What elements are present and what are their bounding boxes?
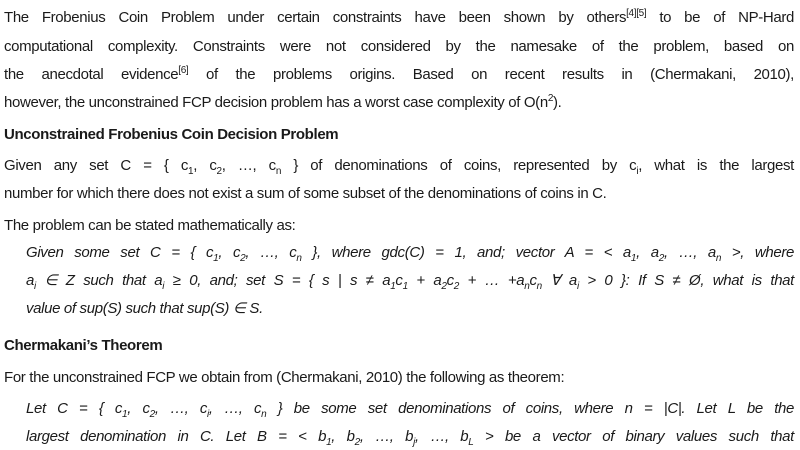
subscript: i: [636, 166, 639, 177]
text-span: ≥ 0, and; set S = { s | s ≠ a: [164, 272, 391, 289]
text-span: largest denomination in C. Let B = < b: [26, 428, 327, 445]
text-line: [26, 271, 794, 291]
text-span: Chermakani’s Theorem: [4, 337, 163, 354]
text-span: the anecdotal evidence: [4, 66, 179, 83]
subscript: 1: [188, 166, 194, 177]
subscript: 1: [213, 253, 219, 264]
text-span: c: [446, 272, 454, 289]
text-span: , c: [193, 157, 217, 174]
subscript: 1: [390, 281, 396, 292]
subscript: n: [296, 253, 302, 264]
text-line: [26, 299, 794, 319]
subscript: 2: [354, 437, 360, 448]
subscript: i: [162, 281, 165, 292]
text-span: } be some set denominations of coins, where n = |C|. Let L be the: [266, 400, 795, 417]
text-line: [4, 65, 794, 85]
subscript: 2: [441, 281, 447, 292]
text-line: [4, 125, 794, 145]
text-span: ∈ Z such that a: [35, 272, 163, 289]
text-line: [4, 8, 794, 28]
text-line: [4, 368, 794, 388]
subscript: n: [536, 281, 542, 292]
text-line: [4, 336, 794, 356]
text-span: however, the unconstrained FCP decision problem has a worst case complexity of O(n: [4, 94, 548, 111]
text-span: Given some set C = { c: [26, 244, 214, 261]
text-span: , a: [636, 244, 659, 261]
text-span: Unconstrained Frobenius Coin Decision Problem: [4, 126, 339, 143]
subscript: i: [207, 409, 209, 420]
text-span: , …, c: [208, 400, 262, 417]
text-line: [4, 156, 794, 176]
text-line: [26, 399, 794, 419]
text-span: , …, b: [359, 428, 414, 445]
text-span: Given any set C = { c: [4, 157, 189, 174]
subscript: 2: [453, 281, 459, 292]
text-span: + a: [407, 272, 442, 289]
text-span: , …, c: [154, 400, 208, 417]
subscript: 2: [216, 166, 222, 177]
text-span: , b: [331, 428, 355, 445]
text-span: , …, c: [221, 157, 276, 174]
superscript: [4][5]: [626, 8, 647, 19]
text-span: value of sup(S) such that sup(S) ∈ S.: [26, 300, 263, 317]
subscript: i: [34, 281, 36, 292]
subscript: L: [468, 437, 474, 448]
subscript: 2: [658, 253, 664, 264]
text-span: , c: [127, 400, 150, 417]
text-span: , …, b: [415, 428, 469, 445]
superscript: [6]: [178, 65, 189, 76]
text-span: > 0 }: If S ≠ Ø, what is that: [578, 272, 794, 289]
subscript: 1: [402, 281, 408, 292]
text-span: } of denominations of coins, represented by c: [281, 157, 637, 174]
text-span: , …, a: [663, 244, 716, 261]
text-span: For the unconstrained FCP we obtain from (Chermakani, 2010) the following as theorem:: [4, 369, 565, 386]
text-span: }, where gdc(C) = 1, and; vector A = < a: [301, 244, 631, 261]
subscript: 1: [630, 253, 637, 264]
text-span: The Frobenius Coin Problem under certain constraints have been shown by others: [4, 9, 627, 26]
text-line: [4, 216, 794, 236]
text-span: The problem can be stated mathematically as:: [4, 217, 296, 234]
text-line: [26, 427, 794, 447]
subscript: n: [524, 281, 530, 292]
text-span: c: [395, 272, 403, 289]
text-span: c: [529, 272, 537, 289]
text-span: Let C = { c: [26, 400, 123, 417]
text-span: number for which there does not exist a sum of some subset of the denominations of coins in C.: [4, 185, 607, 202]
text-line: [26, 243, 794, 263]
text-span: to be of NP-Hard: [646, 9, 794, 26]
text-span: , c: [218, 244, 241, 261]
subscript: n: [261, 409, 267, 420]
text-span: of the problems origins. Based on recent results in (Chermakani, 2010),: [188, 66, 794, 83]
subscript: n: [275, 166, 282, 177]
subscript: i: [576, 281, 579, 292]
subscript: 1: [122, 409, 128, 420]
text-span: ).: [553, 94, 562, 111]
subscript: n: [715, 253, 722, 264]
text-span: computational complexity. Constraints were not considered by the namesake of the problem, based on: [4, 38, 794, 55]
text-line: [4, 93, 794, 113]
text-span: a: [26, 272, 34, 289]
text-span: + … +a: [458, 272, 525, 289]
superscript: 2: [547, 93, 554, 104]
subscript: 1: [326, 437, 332, 448]
text-span: >, where: [721, 244, 794, 261]
subscript: 2: [149, 409, 155, 420]
subscript: j: [413, 437, 415, 448]
text-span: ∀ a: [541, 272, 577, 289]
text-span: , what is the largest: [638, 157, 794, 174]
subscript: 2: [240, 253, 246, 264]
text-span: , …, c: [245, 244, 297, 261]
text-line: [4, 37, 794, 57]
text-line: [4, 184, 794, 204]
text-span: > be a vector of binary values such that: [473, 428, 794, 445]
